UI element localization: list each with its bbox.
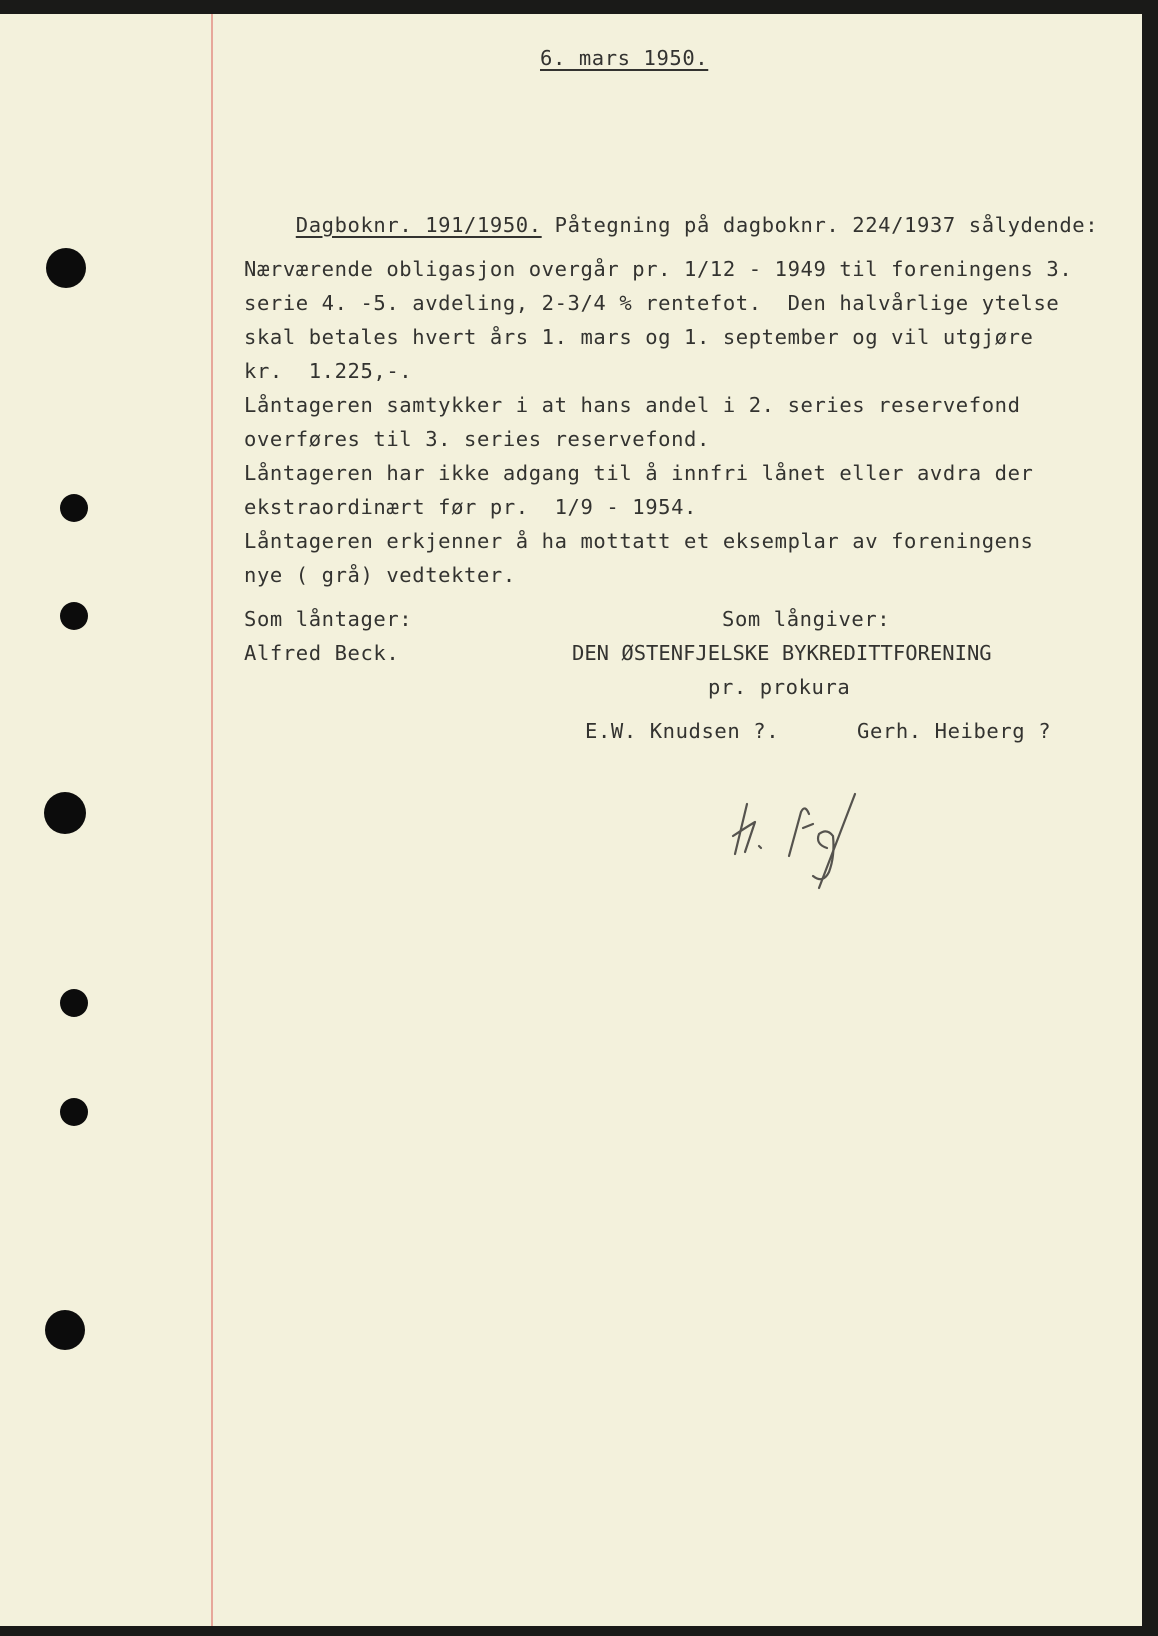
lender-name: DEN ØSTENFJELSKE BYKREDITTFORENING [572, 641, 992, 665]
binder-hole [44, 792, 86, 834]
page-edge [1142, 14, 1150, 1626]
body-line: skal betales hvert års 1. mars og 1. september og vil utgjøre [244, 325, 1034, 349]
handwritten-initials [715, 784, 895, 894]
binder-hole [45, 1310, 85, 1350]
lender-procura: pr. prokura [708, 675, 851, 699]
binder-hole [60, 1098, 88, 1126]
entry-reference-line [244, 194, 1098, 256]
body-line: serie 4. -5. avdeling, 2-3/4 % rentefot. Den halvårlige ytelse [244, 291, 1060, 315]
signer-2: Gerh. Heiberg ? [857, 719, 1052, 743]
signer-1: E.W. Knudsen ?. [585, 719, 780, 743]
body-line: Nærværende obligasjon overgår pr. 1/12 - 1949 til foreningens 3. [244, 257, 1073, 281]
binder-hole [60, 602, 88, 630]
binder-hole [46, 248, 86, 288]
lender-label: Som långiver: [722, 607, 891, 631]
document-date: 6. mars 1950. [540, 46, 709, 70]
body-line: Låntageren samtykker i at hans andel i 2. series reservefond [244, 393, 1021, 417]
borrower-label: Som låntager: [244, 607, 413, 631]
entry-reference-rest: Påtegning på dagboknr. 224/1937 sålydende: [541, 212, 1099, 237]
body-line: Låntageren erkjenner å ha mottatt et eksemplar av foreningens [244, 529, 1034, 553]
entry-reference: Dagboknr. 191/1950. [295, 212, 542, 237]
body-line: Låntageren har ikke adgang til å innfri lånet eller avdra der [244, 461, 1034, 485]
body-line: kr. 1.225,-. [244, 359, 413, 383]
borrower-name: Alfred Beck. [244, 641, 400, 665]
binder-hole [60, 494, 88, 522]
body-line: ekstraordinært før pr. 1/9 - 1954. [244, 495, 697, 519]
document-page [0, 14, 1150, 1626]
binder-hole [60, 989, 88, 1017]
margin-line [211, 14, 213, 1626]
body-line: overføres til 3. series reservefond. [244, 427, 710, 451]
body-line: nye ( grå) vedtekter. [244, 563, 516, 587]
